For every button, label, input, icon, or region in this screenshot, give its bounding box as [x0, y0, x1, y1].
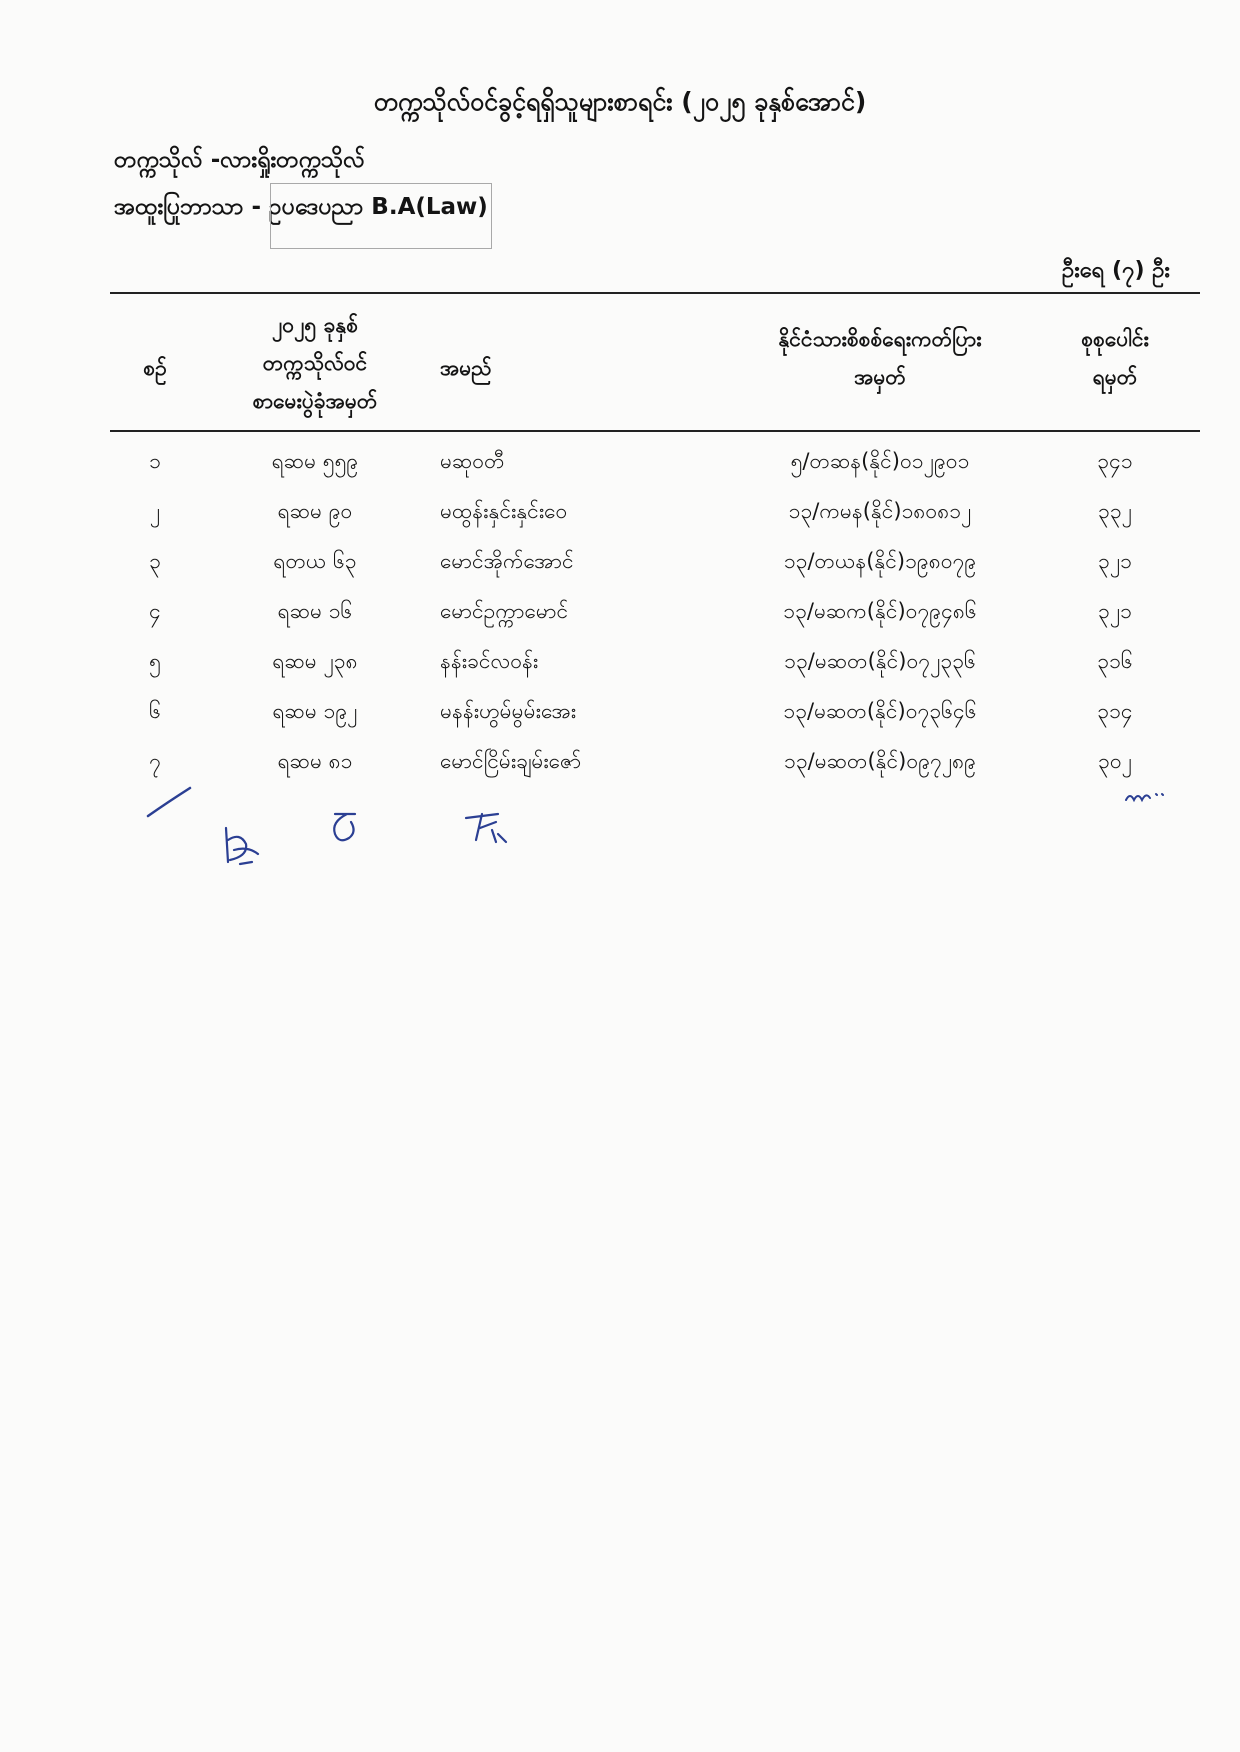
signature-mark-3: [462, 808, 512, 848]
signature-mark-1: [218, 820, 268, 870]
row-name: မထွန်းနှင်းနှင်းဝေ: [440, 499, 568, 523]
row-roll: ရတယ ၆၃: [273, 549, 357, 573]
header-name: အမည်: [440, 356, 492, 380]
row-roll: ရဆမ ၅၅၉: [271, 449, 359, 473]
row-nrc: ၁၃/မဆတ(နိုင်)၀၇၃၆၄၆: [783, 699, 977, 723]
document-title: တက္ကသိုလ်ဝင်ခွင့်ရရှိသူများစာရင်း (၂၀၂၅ ခုနှစ်အောင်): [373, 87, 867, 116]
university-line: တက္ကသိုလ် -လားရှိုးတက္ကသိုလ်: [114, 147, 365, 173]
row-name: မောင်အိုက်အောင်: [440, 549, 574, 573]
header-roll-line2: တက္ကသိုလ်ဝင်: [262, 351, 368, 375]
header-nrc: [700, 320, 1060, 396]
signature-tick: [140, 782, 200, 822]
row-no: ၆: [149, 699, 161, 723]
row-roll: ရဆမ ၁၆: [277, 599, 353, 623]
row-marks: ၃၄၁: [1097, 449, 1133, 473]
row-marks: ၃၃၂: [1098, 499, 1132, 523]
header-roll: [220, 306, 410, 420]
row-no: ၃: [149, 549, 161, 573]
row-no: ၂: [149, 499, 161, 523]
row-nrc: ၁၃/မဆတ(နိုင်)၀၇၂၃၃၆: [784, 649, 976, 673]
row-name: မဆုဝတီ: [440, 449, 505, 473]
row-no: ၁: [149, 449, 161, 473]
row-no: ၄: [149, 599, 161, 623]
row-name: မောင်ငြိမ်းချမ်းဇော်: [440, 749, 582, 773]
row-nrc: ၁၃/ကမန(နိုင်)၁၈၀၈၁၂: [788, 499, 972, 523]
header-no: စဉ်: [143, 356, 167, 380]
header-roll-line3: စာမေးပွဲခုံအမှတ်: [252, 389, 378, 413]
signature-mark-2: [325, 808, 365, 848]
row-no: ၇: [149, 749, 161, 773]
row-marks: ၃၀၂: [1098, 749, 1132, 773]
row-marks: ၃၂၁: [1098, 549, 1132, 573]
row-name: နန်းခင်လဝန်း: [440, 649, 539, 673]
header-roll-line1: ၂၀၂၅ ခုနှစ်: [271, 313, 359, 337]
row-roll: ရဆမ ၂၃၈: [272, 649, 358, 673]
row-marks: ၃၁၆: [1097, 649, 1133, 673]
subject-box: [270, 183, 492, 249]
row-nrc: ၁၃/မဆတ(နိုင်)၀၉၇၂၈၉: [784, 749, 976, 773]
signature-mark-4: [1122, 784, 1172, 808]
row-roll: ရဆမ ၉၀: [277, 499, 353, 523]
header-marks-line1: စုစုပေါင်း: [1081, 327, 1149, 351]
header-marks: [1040, 320, 1190, 396]
subject-line: အထူးပြုဘာသာ - ဥပဒေပညာ B.A(Law): [114, 194, 488, 220]
header-nrc-line1: နိုင်ငံသားစိစစ်ရေးကတ်ပြား: [778, 327, 982, 351]
head-count: ဦးရေ (၇) ဦး: [1062, 258, 1170, 283]
header-nrc-line2: အမှတ်: [854, 365, 906, 389]
row-marks: ၃၁၄: [1097, 699, 1133, 723]
row-no: ၅: [149, 649, 161, 673]
header-marks-line2: ရမှတ်: [1092, 365, 1138, 389]
row-marks: ၃၂၁: [1098, 599, 1132, 623]
table-top-rule: [110, 292, 1200, 294]
row-roll: ရဆမ ၈၁: [277, 749, 353, 773]
table-header-rule: [110, 430, 1200, 432]
row-roll: ရဆမ ၁၉၂: [272, 699, 358, 723]
row-nrc: ၁၃/မဆက(နိုင်)၀၇၉၄၈၆: [783, 599, 977, 623]
row-nrc: ၅/တဆန(နိုင်)၀၁၂၉၀၁: [790, 449, 970, 473]
row-name: မောင်ဥက္ကာမောင်: [440, 599, 569, 623]
row-name: မနန်းဟွမ်မွမ်းအေး: [440, 699, 577, 723]
row-nrc: ၁၃/တယန(နိုင်)၁၉၈၀၇၉: [783, 549, 977, 573]
